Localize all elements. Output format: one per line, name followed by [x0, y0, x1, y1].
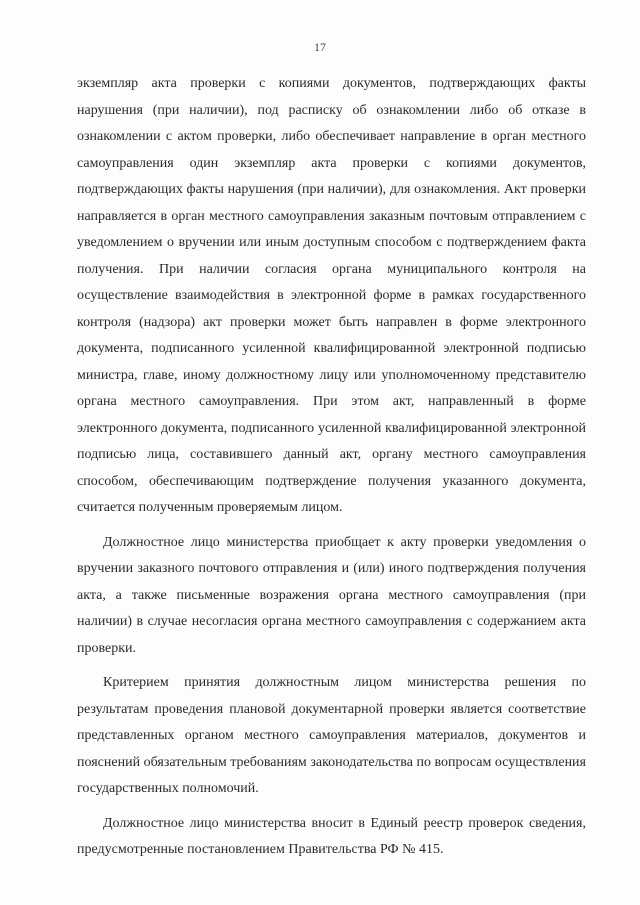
paragraph-notifications: Должностное лицо министерства приобщает к акту проверки уведомления о вручении заказного почтового отправления и (или) иного подтверждения получения акта, а также письменные возражения органа местного самоуправления (при наличии) в случае несогласия органа местного самоуправления с содержанием акта проверки.	[77, 534, 586, 656]
paragraph-continuation: экземпляр акта проверки с копиями документов, подтверждающих факты нарушения (при наличии), под расписку об ознакомлении либо об отказе в ознакомлении с актом проверки, либо обеспечивает направление в орган местного самоуправления один экземпляр акта проверки с копиями документов, подтверждающих факты нарушения (при наличии), для ознакомления. Акт проверки направляется в орган местного самоуправления заказным почтовым отправлением с уведомлением о вручении или иным доступным способом с подтверждением факта получения. При наличии согласия органа муниципального контроля на осуществление взаимодействия в электронной форме в рамках государственного контроля (надзора) акт проверки может быть направлен в форме электронного документа, подписанного усиленной квалифицированной электронной подписью министра, главе, иному должностному лицу или уполномоченному представителю органа местного самоуправления. При этом акт, направленный в форме электронного документа, подписанного усиленной квалифицированной электронной подписью лица, составившего данный акт, органу местного самоуправления способом, обеспечивающим подтверждение получения указанного документа, считается полученным проверяемым лицом.	[77, 76, 586, 515]
document-body	[77, 71, 586, 864]
paragraph-criteria: Критерием принятия должностным лицом министерства решения по результатам проведения плановой документарной проверки является соответствие представленных органом местного самоуправления материалов, документов и пояснений обязательным требованиям законодательства по вопросам осуществления государственных полномочий.	[77, 675, 586, 796]
paragraph-registry: Должностное лицо министерства вносит в Единый реестр проверок сведения, предусмотренные постановлением Правительства РФ № 415.	[77, 815, 586, 857]
page-number: 17	[314, 40, 326, 54]
